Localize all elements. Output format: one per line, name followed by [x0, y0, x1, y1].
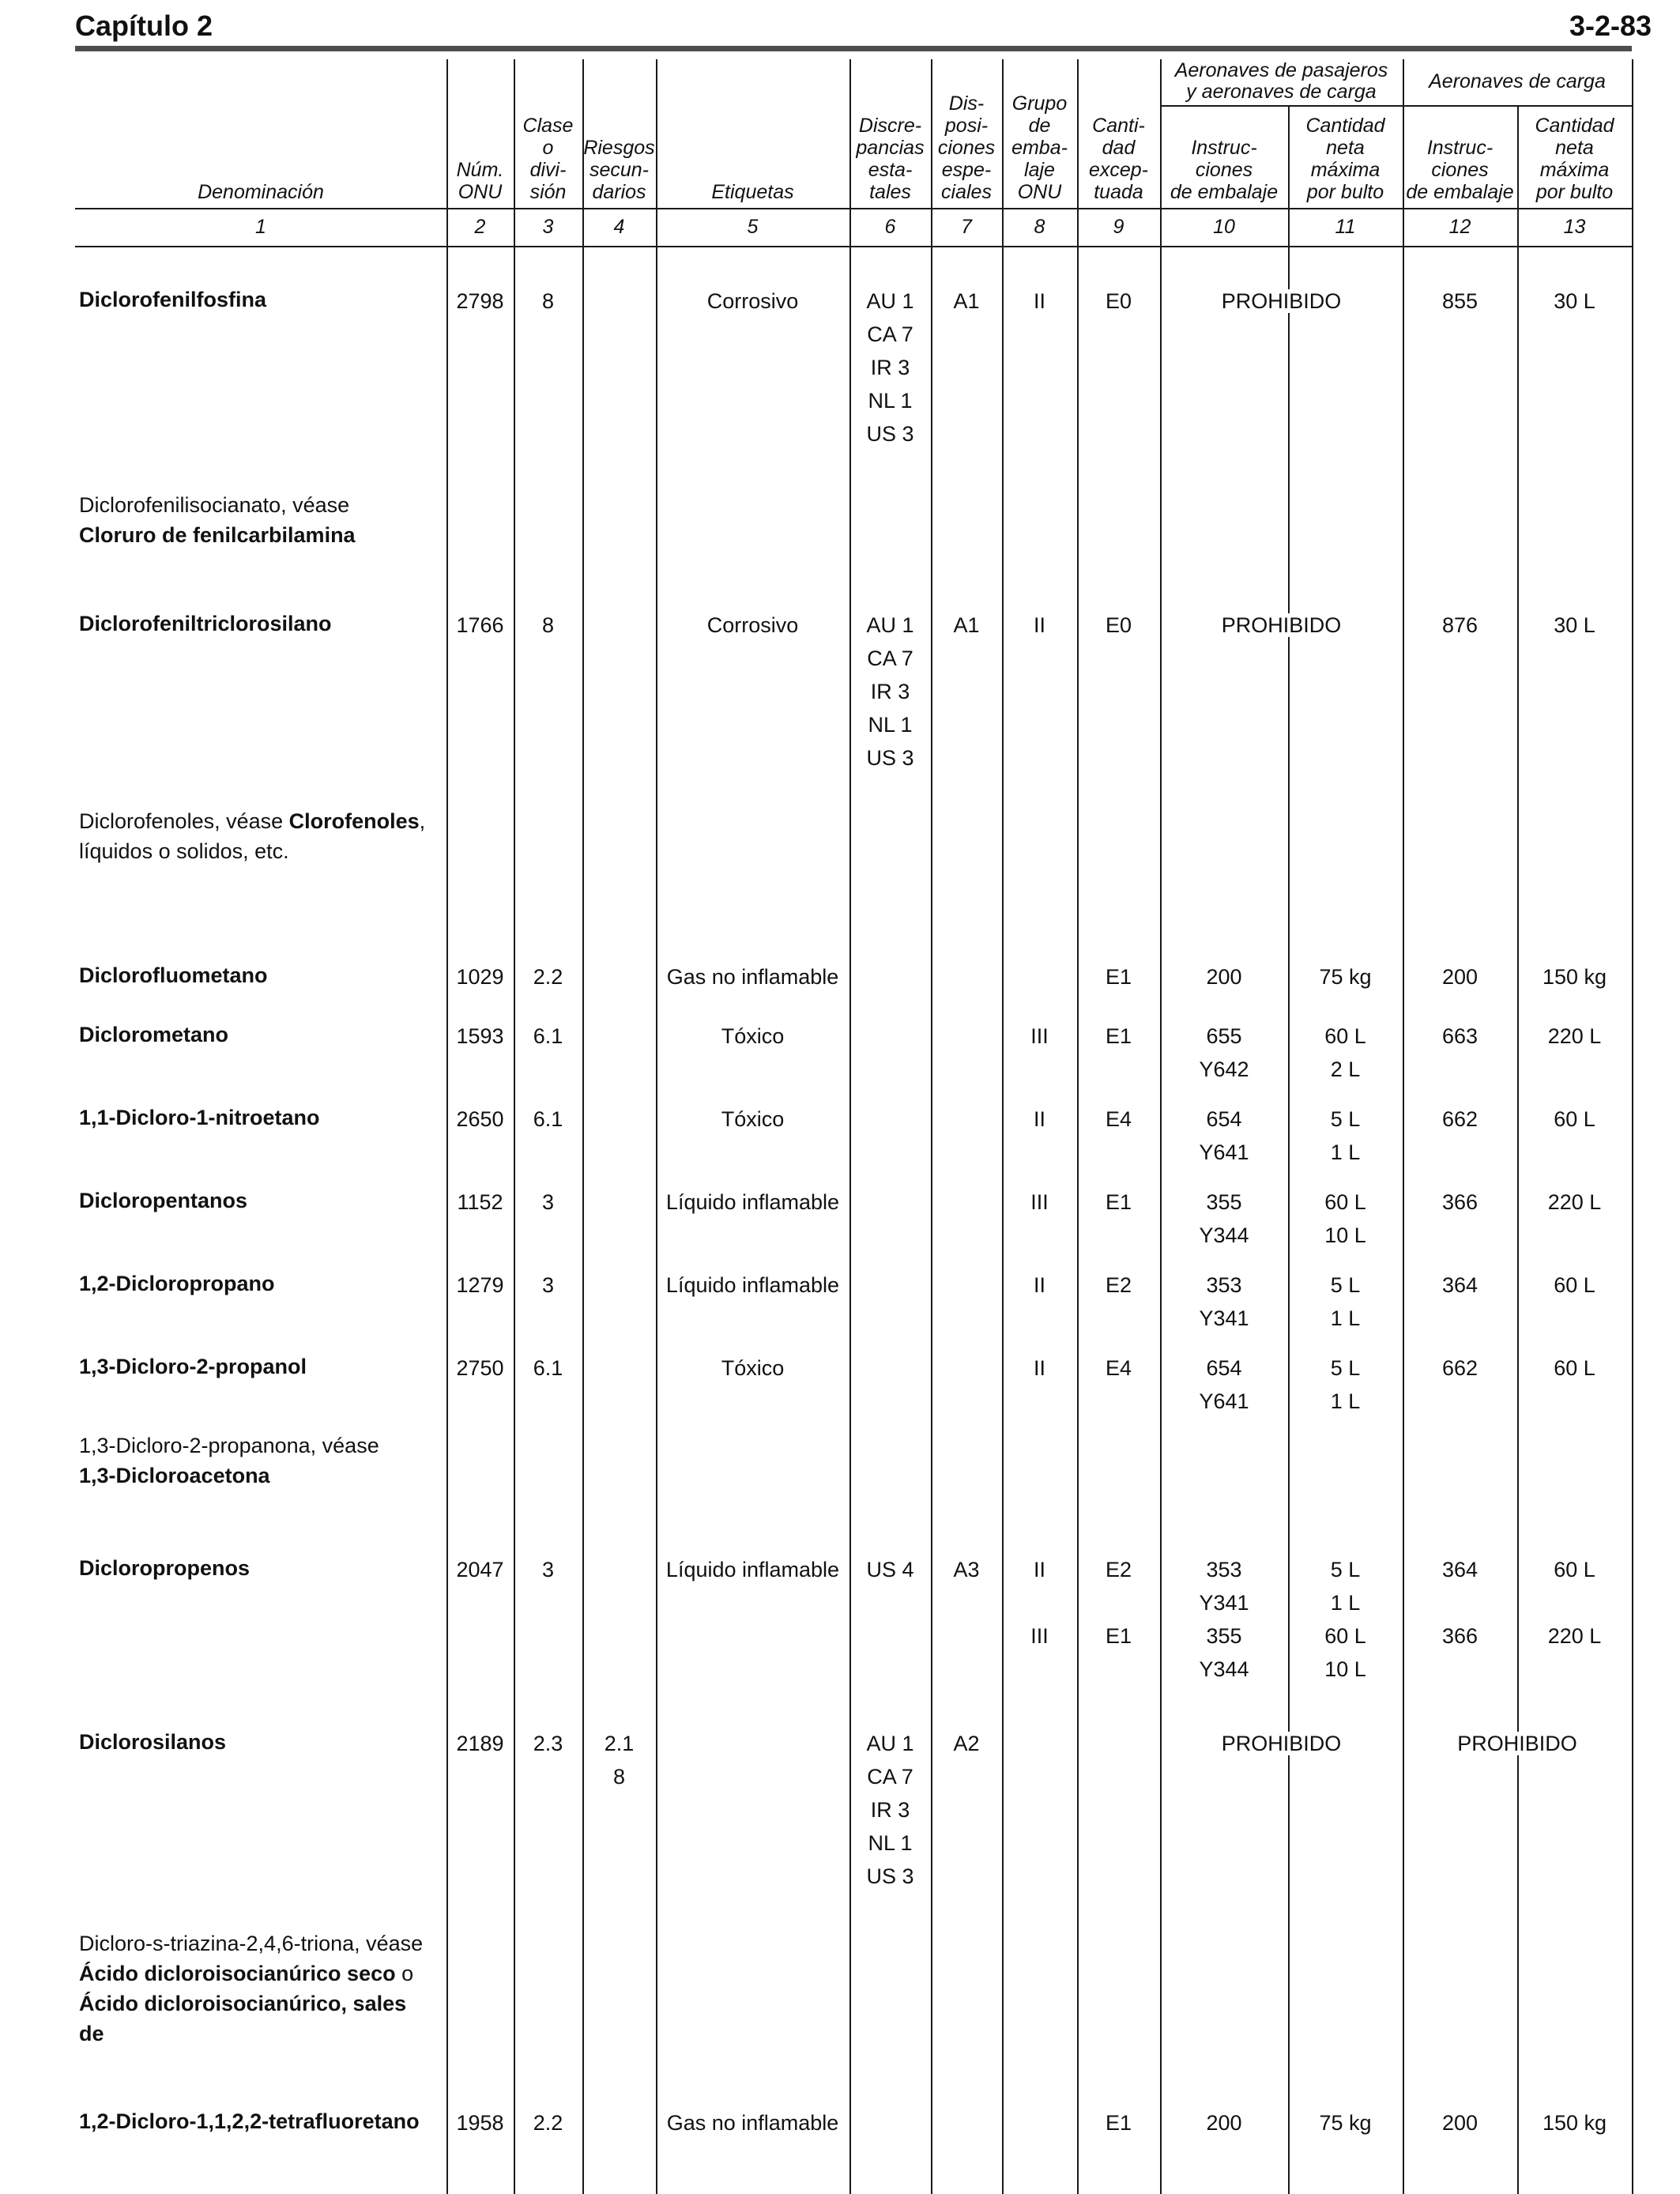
- column-number: 1: [255, 216, 266, 238]
- table-cell: AU 1 CA 7 IR 3 NL 1 US 3: [866, 613, 914, 770]
- crossref-text: Ácido dicloroisocianúrico seco: [79, 1962, 396, 1985]
- table-cell: E2: [1105, 1273, 1132, 1297]
- header-separator: [75, 208, 1632, 209]
- substance-name: Diclorofenilfosfina: [79, 288, 267, 311]
- table-cell: 8: [541, 289, 555, 313]
- table-cell: Líquido inflamable: [665, 1273, 840, 1297]
- prohibited-cell: PROHIBIDO: [1160, 609, 1403, 642]
- table-cell: US 4: [866, 1558, 914, 1581]
- table-cell: Tóxico: [721, 1107, 785, 1131]
- table-cell: 353 Y341 355 Y344: [1199, 1558, 1249, 1681]
- table-cell: 353 Y341: [1199, 1273, 1249, 1330]
- table-cell: 200: [1206, 2111, 1242, 2135]
- table-cell: A3: [953, 1558, 980, 1581]
- column-divider: [1517, 105, 1519, 2194]
- crossref-text: líquidos o solidos, etc.: [79, 839, 289, 863]
- table-cell: 30 L: [1554, 289, 1595, 313]
- column-number: 13: [1563, 216, 1586, 238]
- table-cell: 60 L 2 L: [1324, 1024, 1366, 1081]
- table-cell: 6.1: [533, 1356, 563, 1380]
- substance-name: 1,1-Dicloro-1-nitroetano: [79, 1106, 320, 1129]
- table-cell: 60 L: [1554, 1356, 1595, 1380]
- prohibited-cell: PROHIBIDO: [1160, 285, 1403, 318]
- table-cell: 2750: [456, 1356, 504, 1380]
- table-cell: 60 L: [1554, 1107, 1595, 1131]
- substance-name: Diclorometano: [79, 1023, 229, 1046]
- column-header: Núm. ONU: [456, 159, 504, 203]
- group-header-underline: [1403, 105, 1632, 107]
- table-cell: 2189: [456, 1732, 504, 1755]
- table-cell: AU 1 CA 7 IR 3 NL 1 US 3: [866, 289, 914, 446]
- group-header-2: Aeronaves de carga: [1429, 70, 1606, 92]
- table-cell: 60 L 220 L: [1547, 1558, 1602, 1648]
- table-cell: Corrosivo: [706, 289, 799, 313]
- table-cell: 220 L: [1547, 1024, 1602, 1048]
- page-header: [75, 9, 1652, 43]
- substance-name: 1,3-Dicloro-2-propanol: [79, 1355, 307, 1378]
- column-number: 7: [961, 216, 972, 238]
- column-header: Canti- dad excep- tuada: [1088, 115, 1149, 203]
- table-cell: A2: [953, 1732, 980, 1755]
- table-cell: E1: [1105, 965, 1132, 989]
- column-header: Clase o divi- sión: [522, 115, 574, 203]
- column-header: Cantidad neta máxima por bulto: [1305, 115, 1385, 203]
- substance-name: Dicloropentanos: [79, 1189, 248, 1212]
- table-cell: Tóxico: [721, 1356, 785, 1380]
- column-divider: [1632, 59, 1633, 2194]
- table-cell: 200: [1441, 2111, 1478, 2135]
- table-cell: 855: [1441, 289, 1478, 313]
- crossref-text: Ácido dicloroisocianúrico, sales: [79, 1992, 407, 2015]
- column-number: 12: [1448, 216, 1471, 238]
- table-cell: 2.2: [533, 2111, 563, 2135]
- table-cell: Líquido inflamable: [665, 1558, 840, 1581]
- table-cell: 200: [1206, 965, 1242, 989]
- column-number-separator: [75, 246, 1632, 247]
- table-cell: 662: [1441, 1107, 1478, 1131]
- column-header: Denominación: [198, 181, 324, 203]
- table-cell: 2.2: [533, 965, 563, 989]
- table-cell: 150 kg: [1542, 965, 1607, 989]
- column-number: 8: [1034, 216, 1045, 238]
- column-divider: [931, 59, 932, 2194]
- column-header: Instruc- ciones de embalaje: [1406, 137, 1514, 203]
- crossref-text: Diclorofenoles, véase: [79, 809, 289, 833]
- table-cell: Corrosivo: [706, 613, 799, 637]
- table-cell: 663: [1441, 1024, 1478, 1048]
- column-header: Grupo de emba- laje ONU: [1011, 92, 1068, 203]
- column-number: 2: [474, 216, 486, 238]
- crossref-entry: [79, 1928, 444, 2049]
- table-cell: 3: [541, 1558, 555, 1581]
- crossref-entry: [79, 806, 444, 866]
- table-cell: 1766: [456, 613, 504, 637]
- table-cell: 2.1 8: [604, 1732, 635, 1789]
- table-cell: 200: [1441, 965, 1478, 989]
- column-header: Riesgos secun- darios: [583, 137, 655, 203]
- column-number: 11: [1335, 216, 1356, 238]
- column-number: 4: [613, 216, 625, 238]
- crossref-text: Cloruro de fenilcarbilamina: [79, 523, 356, 547]
- table-cell: II: [1033, 289, 1045, 313]
- table-cell: E0: [1105, 613, 1132, 637]
- crossref-text: de: [79, 2022, 104, 2045]
- table-cell: 6.1: [533, 1024, 563, 1048]
- substance-name: Diclorofluometano: [79, 963, 268, 987]
- substance-name: 1,2-Dicloro-1,1,2,2-tetrafluoretano: [79, 2109, 420, 2133]
- table-cell: II: [1033, 1356, 1045, 1380]
- column-number: 3: [542, 216, 554, 238]
- table-cell: 5 L 1 L: [1330, 1356, 1361, 1413]
- table-cell: 655 Y642: [1199, 1024, 1249, 1081]
- crossref-text: o: [395, 1962, 414, 1985]
- table-cell: AU 1 CA 7 IR 3 NL 1 US 3: [866, 1732, 914, 1888]
- column-number: 9: [1113, 216, 1124, 238]
- table-cell: 1958: [456, 2111, 504, 2135]
- crossref-text: Diclorofenilisocianato, véase: [79, 493, 350, 517]
- column-number: 10: [1213, 216, 1235, 238]
- table-cell: 1029: [456, 965, 504, 989]
- table-cell: 662: [1441, 1356, 1478, 1380]
- column-header: Cantidad neta máxima por bulto: [1535, 115, 1614, 203]
- table-cell: E0: [1105, 289, 1132, 313]
- table-cell: 60 L: [1554, 1273, 1595, 1297]
- table-cell: 355 Y344: [1199, 1190, 1249, 1247]
- table-cell: 5 L 1 L 60 L 10 L: [1324, 1558, 1366, 1681]
- table-cell: E4: [1105, 1107, 1132, 1131]
- prohibited-cell: PROHIBIDO: [1160, 1727, 1403, 1760]
- table-cell: 75 kg: [1319, 965, 1372, 989]
- column-header: Instruc- ciones de embalaje: [1170, 137, 1279, 203]
- table-cell: 2650: [456, 1107, 504, 1131]
- table-cell: A1: [953, 289, 980, 313]
- table-cell: 60 L 10 L: [1324, 1190, 1366, 1247]
- column-header: Discre- pancias esta- tales: [856, 115, 925, 203]
- page-number: 3-2-83: [1569, 9, 1652, 42]
- table-cell: III: [1030, 1190, 1049, 1214]
- prohibited-cell: PROHIBIDO: [1403, 1727, 1632, 1760]
- table-cell: E1: [1105, 1190, 1132, 1214]
- table-cell: 220 L: [1547, 1190, 1602, 1214]
- column-header: Dis- posi- ciones espe- ciales: [937, 92, 996, 203]
- table-cell: 654 Y641: [1199, 1356, 1249, 1413]
- column-number: 6: [884, 216, 896, 238]
- table-cell: 654 Y641: [1199, 1107, 1249, 1164]
- table-cell: 5 L 1 L: [1330, 1273, 1361, 1330]
- table-cell: 3: [541, 1273, 555, 1297]
- substance-name: Diclorosilanos: [79, 1730, 227, 1754]
- table-cell: Tóxico: [721, 1024, 785, 1048]
- table-cell: E2 E1: [1105, 1558, 1132, 1648]
- table-cell: Gas no inflamable: [666, 2111, 839, 2135]
- substance-name: Dicloropropenos: [79, 1556, 250, 1580]
- crossref-text: ,: [419, 809, 426, 833]
- header-rule: [75, 46, 1632, 51]
- table-cell: 6.1: [533, 1107, 563, 1131]
- table-cell: 1279: [456, 1273, 504, 1297]
- table-cell: Líquido inflamable: [665, 1190, 840, 1214]
- table-cell: E1: [1105, 2111, 1132, 2135]
- crossref-text: 1,3-Dicloroacetona: [79, 1464, 270, 1487]
- table-cell: 366: [1441, 1190, 1478, 1214]
- table-cell: II III: [1030, 1558, 1049, 1648]
- crossref-entry: [79, 1431, 444, 1491]
- substance-name: 1,2-Dicloropropano: [79, 1272, 275, 1295]
- table-cell: E1: [1105, 1024, 1132, 1048]
- table-cell: 8: [541, 613, 555, 637]
- table-cell: 30 L: [1554, 613, 1595, 637]
- table-cell: 364 366: [1441, 1558, 1478, 1648]
- crossref-entry: [79, 490, 444, 550]
- dangerous-goods-table: [0, 59, 1680, 2194]
- table-cell: 1152: [457, 1190, 503, 1214]
- table-cell: 75 kg: [1319, 2111, 1372, 2135]
- table-cell: E4: [1105, 1356, 1132, 1380]
- table-cell: 150 kg: [1542, 2111, 1607, 2135]
- crossref-text: 1,3-Dicloro-2-propanona, véase: [79, 1434, 379, 1457]
- crossref-text: Clorofenoles: [288, 809, 420, 833]
- column-number: 5: [747, 216, 759, 238]
- table-cell: 364: [1441, 1273, 1478, 1297]
- table-cell: II: [1033, 613, 1045, 637]
- column-header: Etiquetas: [711, 181, 794, 203]
- table-cell: 5 L 1 L: [1330, 1107, 1361, 1164]
- table-cell: 1593: [456, 1024, 504, 1048]
- table-cell: 2.3: [533, 1732, 563, 1755]
- group-header-1: Aeronaves de pasajeros y aeronaves de carga: [1174, 59, 1388, 103]
- table-cell: 3: [541, 1190, 555, 1214]
- group-header-underline: [1160, 105, 1403, 107]
- crossref-text: Dicloro-s-triazina-2,4,6-triona, véase: [79, 1932, 424, 1955]
- table-cell: II: [1033, 1273, 1045, 1297]
- substance-name: Diclorofeniltriclorosilano: [79, 612, 332, 635]
- table-cell: A1: [953, 613, 980, 637]
- table-cell: 2047: [456, 1558, 504, 1581]
- chapter-title: Capítulo 2: [75, 9, 213, 42]
- table-cell: 2798: [456, 289, 504, 313]
- column-divider: [582, 59, 584, 2194]
- table-cell: Gas no inflamable: [666, 965, 839, 989]
- table-cell: 876: [1441, 613, 1478, 637]
- table-cell: III: [1030, 1024, 1049, 1048]
- table-cell: II: [1033, 1107, 1045, 1131]
